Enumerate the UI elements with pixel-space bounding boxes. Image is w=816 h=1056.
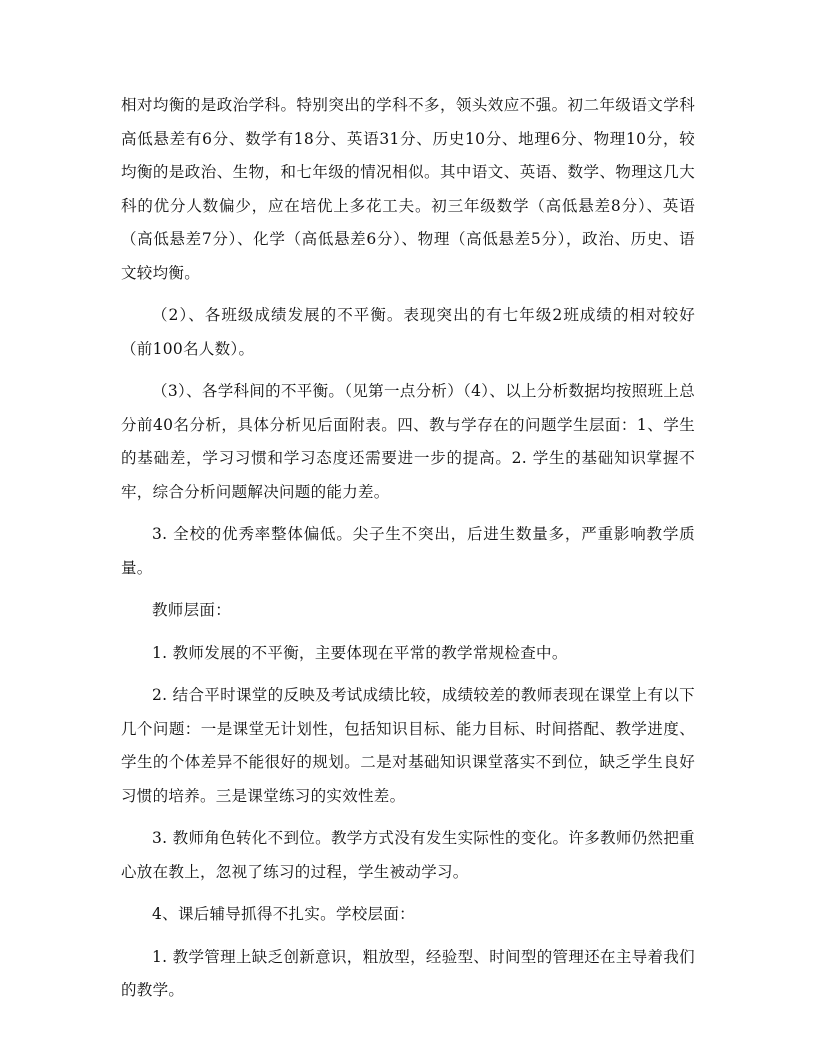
paragraph-after-class-tutoring: 4、课后辅导抓得不扎实。学校层面：	[152, 905, 415, 923]
paragraph-subject-imbalance: （3）、各学科间的不平衡。（见第一点分析）（4）、以上分析数据均按照班上总分前40名分析，具体分析见后面附表。四、教与学存在的问题学生层面：1、学生的基础差，学习习惯和学习态度还需要进一步的提高。2. 学生的基础知识掌握不牢，综合分析问题解决问题的能力差。	[121, 382, 695, 501]
paragraph-classroom-issues: 2. 结合平时课堂的反映及考试成绩比较，成绩较差的教师表现在课堂上有以下几个问题：一是课堂无计划性，包括知识目标、能力目标、时间搭配、教学进度、学生的个体差异不能很好的规划。二是对基础知识课堂落实不到位，缺乏学生良好习惯的培养。三是课堂练习的实效性差。	[121, 686, 695, 805]
paragraph-excellence-rate: 3. 全校的优秀率整体偏低。尖子生不突出，后进生数量多，严重影响教学质量。	[121, 525, 695, 577]
paragraph-school-management: 1. 教学管理上缺乏创新意识，粗放型，经验型、时间型的管理还在主导着我们的教学。	[121, 947, 695, 999]
paragraph-class-imbalance: （2）、各班级成绩发展的不平衡。表现突出的有七年级2班成绩的相对较好（前100名人数）。	[121, 306, 695, 358]
paragraph-teacher-development: 1. 教师发展的不平衡，主要体现在平常的教学常规检查中。	[152, 643, 568, 662]
paragraph-teacher-heading: 教师层面：	[152, 601, 232, 619]
paragraph-grade-comparison: 相对均衡的是政治学科。特别突出的学科不多，领头效应不强。初二年级语文学科高低悬差有6分、数学有18分、英语31分、历史10分、地理6分、物理10分，较均衡的是政治、生物，和七年级的情况相似。其中语文、英语、数学、物理这几大科的优分人数偏少，应在培优上多花工夫。初三年级数学（高低悬差8分）、英语（高低悬差7分）、化学（高低悬差6分）、物理（高低悬差5分），政治、历史、语文较均衡。	[121, 96, 695, 282]
paragraph-teacher-role: 3. 教师角色转化不到位。教学方式没有发生实际性的变化。许多教师仍然把重心放在教上，忽视了练习的过程，学生被动学习。	[121, 829, 695, 881]
document-body	[121, 89, 695, 1017]
